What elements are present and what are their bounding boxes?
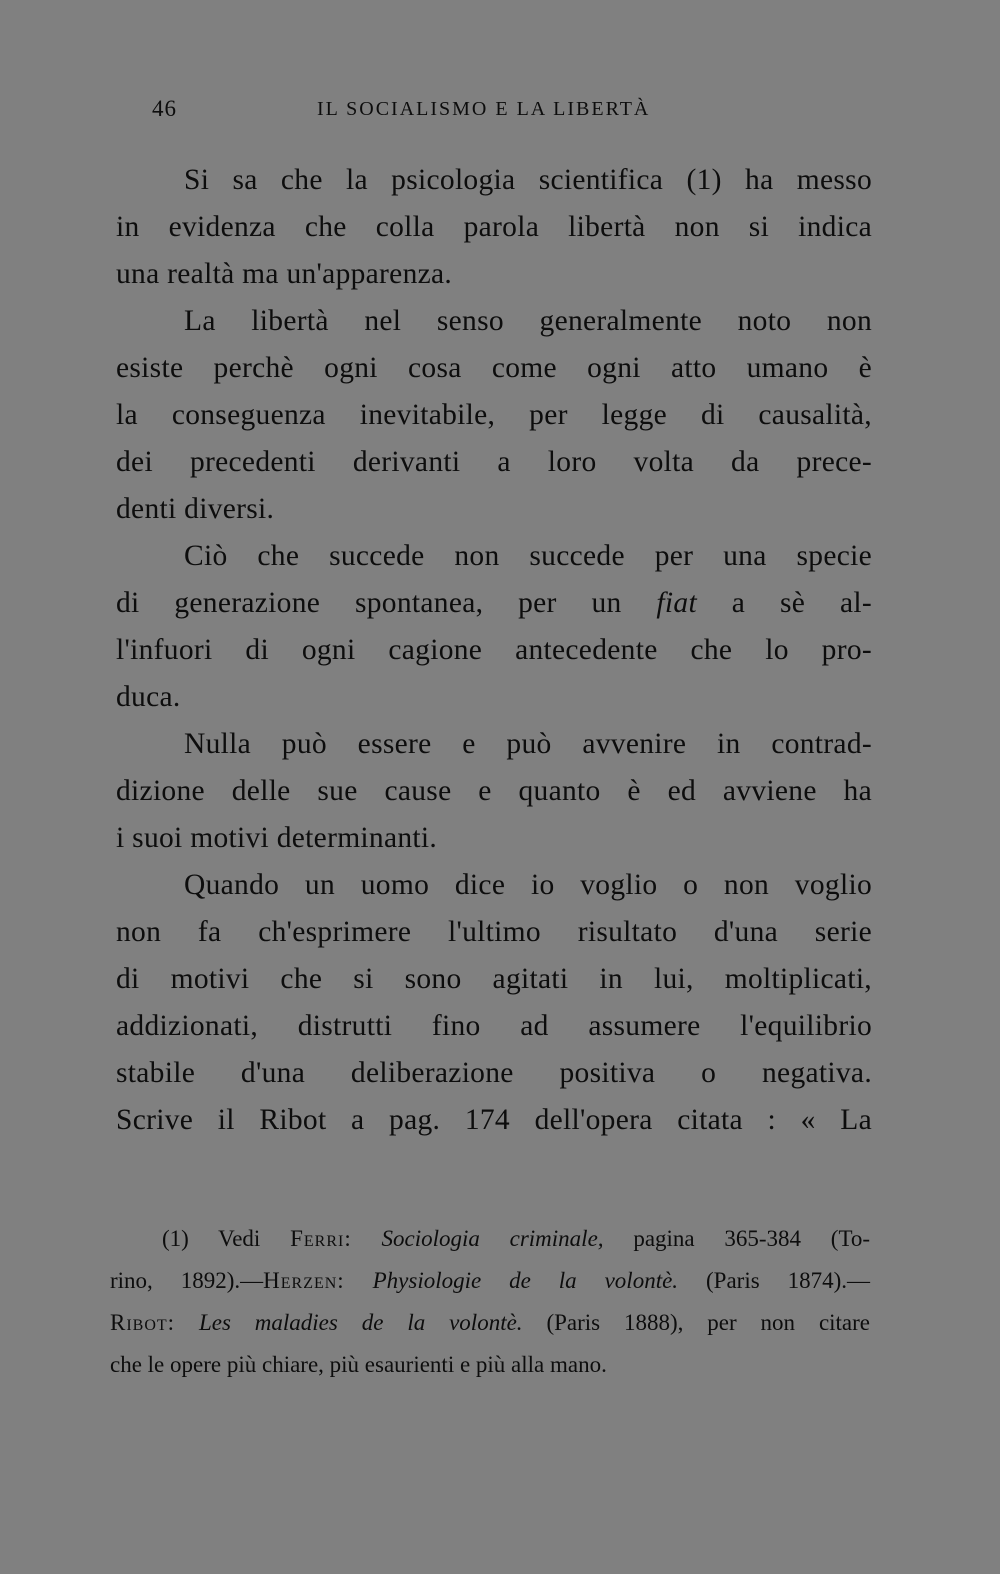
footnote-work-title: Physiologie de la volontè. [372,1268,679,1293]
footnote-work-title: Les maladies de la volontè. [198,1310,523,1335]
italic-word: fiat [656,587,697,619]
footnote-work-title: Sociologia criminale, [381,1226,604,1251]
text-line: l'infuori di ogni cagione antecedente che lo pro- [116,634,872,666]
body-text [116,157,872,1144]
footnote-marker: (1) Vedi [162,1226,261,1251]
text-line: i suoi motivi determinanti. [116,822,438,854]
text-line: Ciò che succede non succede per una specie [184,540,872,572]
text-line: dei precedenti derivanti a loro volta da prece- [116,446,872,478]
text-line: una realtà ma un'apparenza. [116,258,453,290]
text-line: Scrive il Ribot a pag. 174 dell'opera citata : « La [116,1104,872,1136]
footnote-author: Ferri: [290,1226,352,1251]
footnote-text: pagina 365-384 (To- [633,1226,871,1251]
text-line: Nulla può essere e può avvenire in contrad- [184,728,872,760]
text-line: duca. [116,681,181,713]
running-head [152,96,672,130]
footnote-text: rino, 1892).— [110,1268,264,1293]
text-line: denti diversi. [116,493,275,525]
running-title: IL SOCIALISMO E LA LIBERTÀ [317,98,651,120]
footnote-line [110,1260,870,1302]
text-line: addizionati, distrutti fino ad assumere l'equilibrio [116,1010,872,1042]
text-line [116,580,872,627]
text-line: non fa ch'esprimere l'ultimo risultato d'una serie [116,916,872,948]
footnote [110,1218,870,1386]
footnote-author: Herzen: [263,1268,345,1293]
text-line: di motivi che si sono agitati in lui, moltiplicati, [116,963,872,995]
footnote-line: che le opere più chiare, più esaurienti e più alla mano. [110,1352,607,1377]
footnote-text: (Paris 1888), per non citare [546,1310,871,1335]
footnote-text: (Paris 1874).— [706,1268,870,1293]
text-line: stabile d'una deliberazione positiva o negativa. [116,1057,872,1089]
text-line: La libertà nel senso generalmente noto non [184,305,872,337]
text-line: Quando un uomo dice io voglio o non voglio [184,869,872,901]
text-line: esiste perchè ogni cosa come ogni atto umano è [116,352,872,384]
text-line: la conseguenza inevitabile, per legge di causalità, [116,399,872,431]
footnote-line [110,1302,870,1344]
text-line: dizione delle sue cause e quanto è ed avviene ha [116,775,872,807]
text-segment: di generazione spontanea, per un [116,587,622,619]
text-line: Si sa che la psicologia scientifica (1) ha messo [184,164,872,196]
page-number: 46 [152,96,177,121]
footnote-line [110,1218,870,1260]
footnote-author: Ribot: [110,1310,176,1335]
text-segment: a sè al- [731,587,872,619]
text-line: in evidenza che colla parola libertà non si indica [116,211,872,243]
